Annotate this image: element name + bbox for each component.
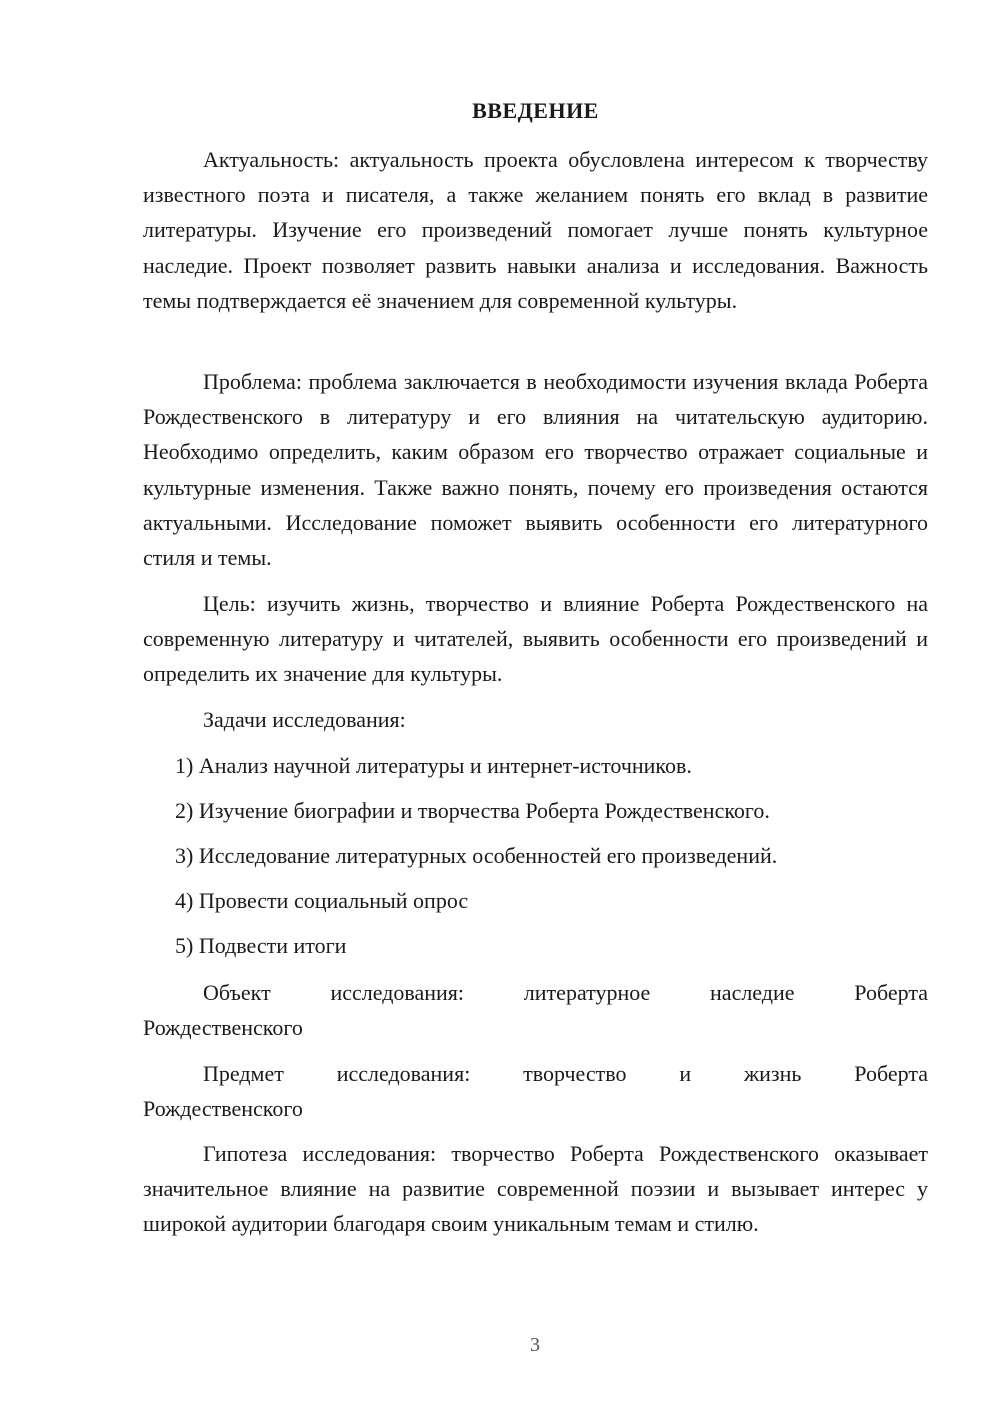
goal-paragraph: Цель: изучить жизнь, творчество и влияние Роберта Рождественского на современную литературу и читателей, выявить особенности его произведений и определить их значение для культуры. xyxy=(143,591,928,687)
subject-line-1: Предмет исследования: творчество и жизнь Роберта xyxy=(203,1061,928,1086)
subject-line-2: Рождественского xyxy=(143,1096,303,1122)
task-item-1: 1) Анализ научной литературы и интернет-источников. xyxy=(175,753,692,778)
subject-paragraph xyxy=(143,1056,928,1126)
task-item-5: 5) Подвести итоги xyxy=(175,933,347,958)
page-number: 3 xyxy=(530,1334,540,1356)
object-line-2: Рождественского xyxy=(143,1015,303,1041)
object-line-1: Объект исследования: литературное наследие Роберта xyxy=(203,980,928,1005)
problem-paragraph: Проблема: проблема заключается в необходимости изучения вклада Роберта Рождественского в литературу и его влияния на читательскую аудиторию. Необходимо определить, каким образом его творчество отражает социальные и культурные изменения. Также важно понять, почему его произведения остаются актуальными. Исследование поможет выявить особенности его литературного стиля и темы. xyxy=(143,369,928,571)
task-item-2: 2) Изучение биографии и творчества Роберта Рождественского. xyxy=(175,798,770,823)
hypothesis-paragraph: Гипотеза исследования: творчество Роберта Рождественского оказывает значительное влияние на развитие современной поэзии и вызывает интерес у широкой аудитории благодаря своим уникальным темам и стилю. xyxy=(143,1141,928,1237)
task-item-4: 4) Провести социальный опрос xyxy=(175,888,469,913)
object-paragraph xyxy=(143,975,928,1045)
task-item-3: 3) Исследование литературных особенностей его произведений. xyxy=(175,843,778,868)
relevance-paragraph: Актуальность: актуальность проекта обусловлена интересом к творчеству известного поэта и писателя, а также желанием понять его вклад в развитие литературы. Изучение его произведений помогает лучше понять культурное наследие. Проект позволяет развить навыки анализа и исследования. Важность темы подтверждается её значением для современной культуры. xyxy=(143,147,928,313)
page-title: ВВЕДЕНИЕ xyxy=(472,98,599,123)
tasks-heading: Задачи исследования: xyxy=(203,707,406,732)
